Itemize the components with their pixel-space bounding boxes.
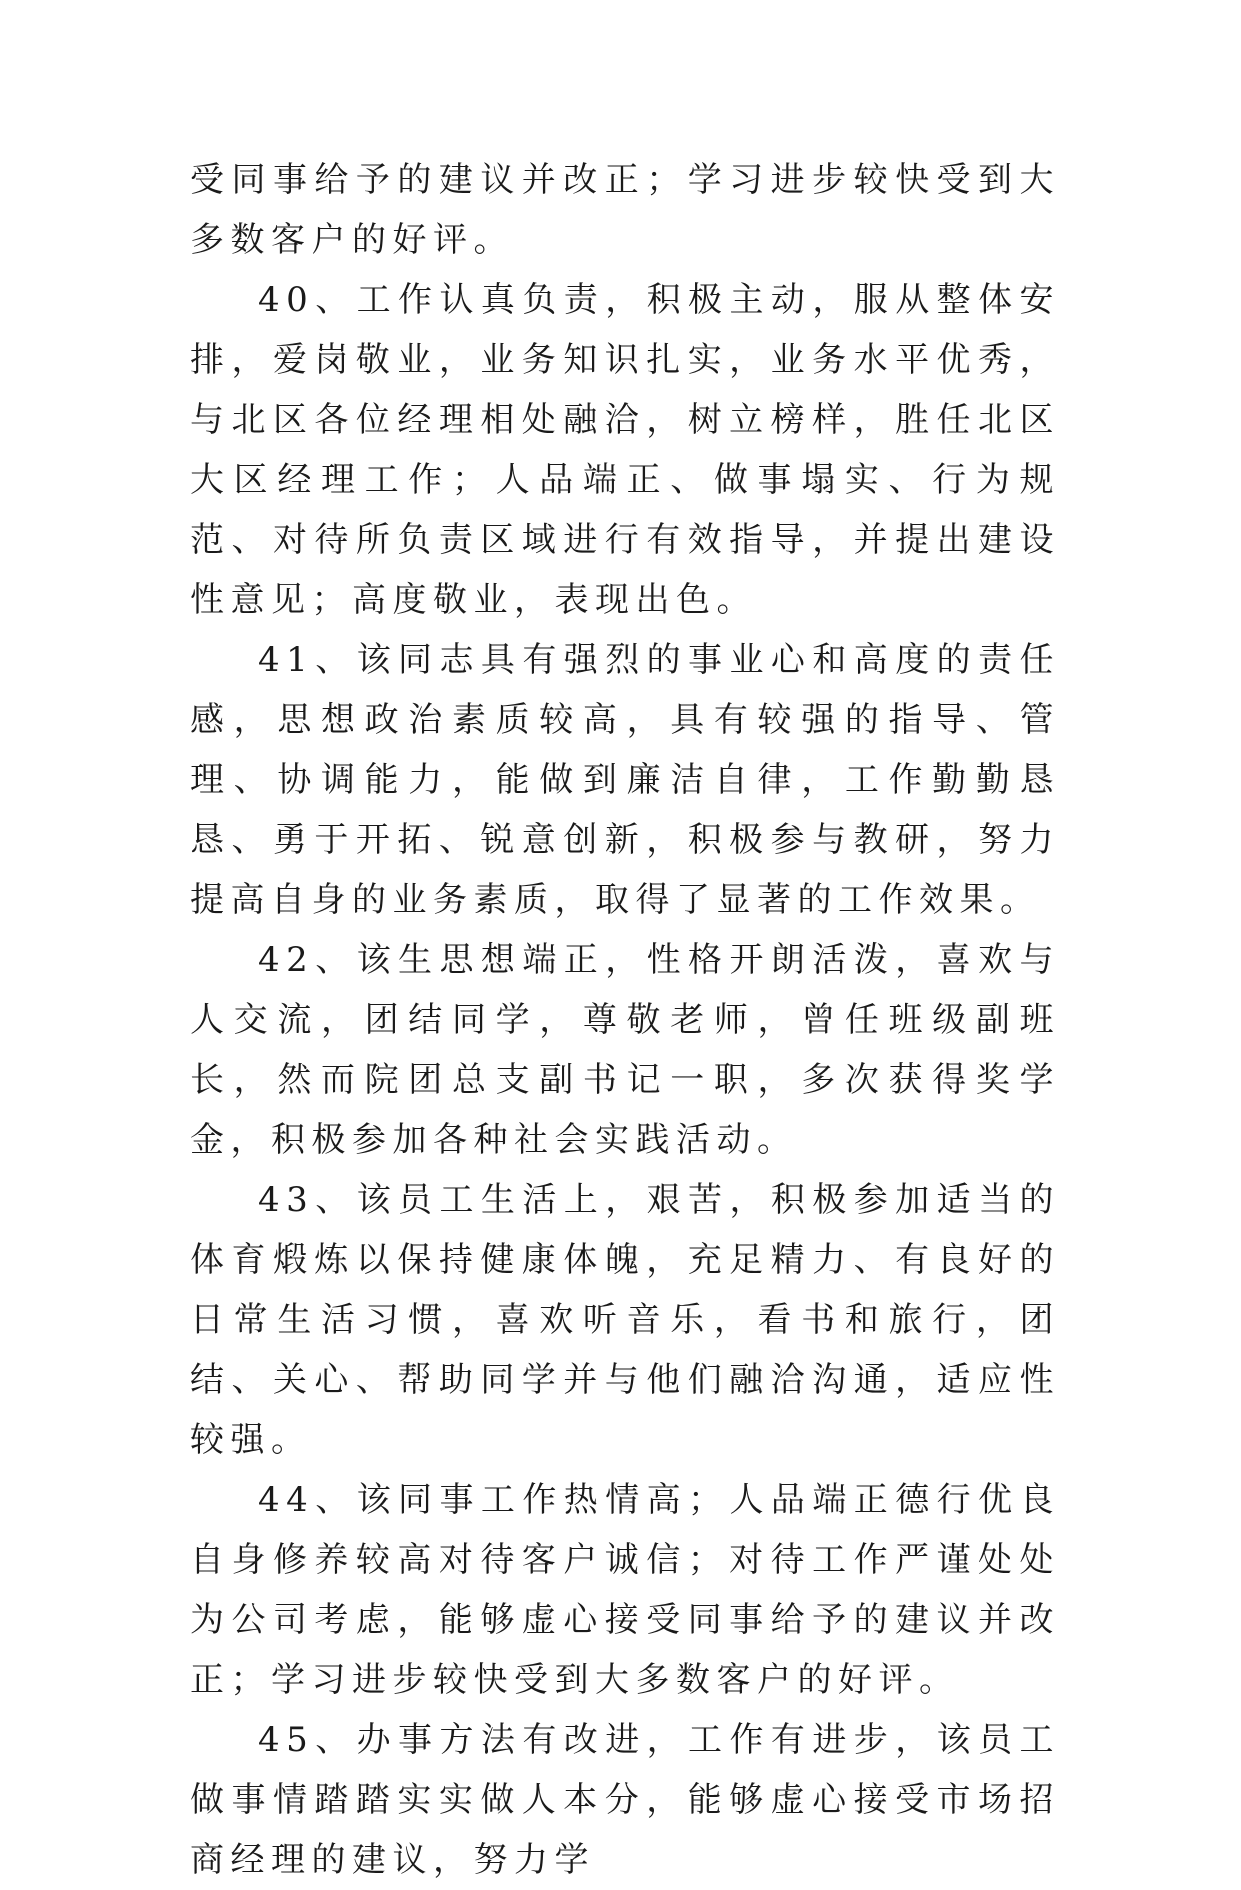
paragraph-43: 43、该员工生活上，艰苦，积极参加适当的体育煅炼以保持健康体魄，充足精力、有良好的日常生活习惯，喜欢听音乐，看书和旅行，团结、关心、帮助同学并与他们融洽沟通，适应性较强。 — [190, 1180, 1060, 1460]
paragraph-45: 45、办事方法有改进，工作有进步，该员工做事情踏踏实实做人本分，能够虚心接受市场招商经理的建议，努力学 — [190, 1720, 1060, 1880]
paragraph-44: 44、该同事工作热情高；人品端正德行优良自身修养较高对待客户诚信；对待工作严谨处处为公司考虑，能够虚心接受同事给予的建议并改正；学习进步较快受到大多数客户的好评。 — [190, 1480, 1060, 1700]
paragraph-42: 42、该生思想端正，性格开朗活泼，喜欢与人交流，团结同学，尊敬老师，曾任班级副班长，然而院团总支副书记一职，多次获得奖学金，积极参加各种社会实践活动。 — [190, 940, 1060, 1160]
paragraph-40: 40、工作认真负责，积极主动，服从整体安排，爱岗敬业，业务知识扎实，业务水平优秀，与北区各位经理相处融洽，树立榜样，胜任北区大区经理工作；人品端正、做事塌实、行为规范、对待所负责区域进行有效指导，并提出建设性意见；高度敬业，表现出色。 — [190, 280, 1060, 620]
paragraph-41: 41、该同志具有强烈的事业心和高度的责任感，思想政治素质较高，具有较强的指导、管理、协调能力，能做到廉洁自律，工作勤勤恳恳、勇于开拓、锐意创新，积极参与教研，努力提高自身的业务素质，取得了显著的工作效果。 — [190, 640, 1060, 920]
paragraph-continuation: 受同事给予的建议并改正；学习进步较快受到大多数客户的好评。 — [190, 160, 1060, 260]
document-body — [190, 150, 1060, 1890]
